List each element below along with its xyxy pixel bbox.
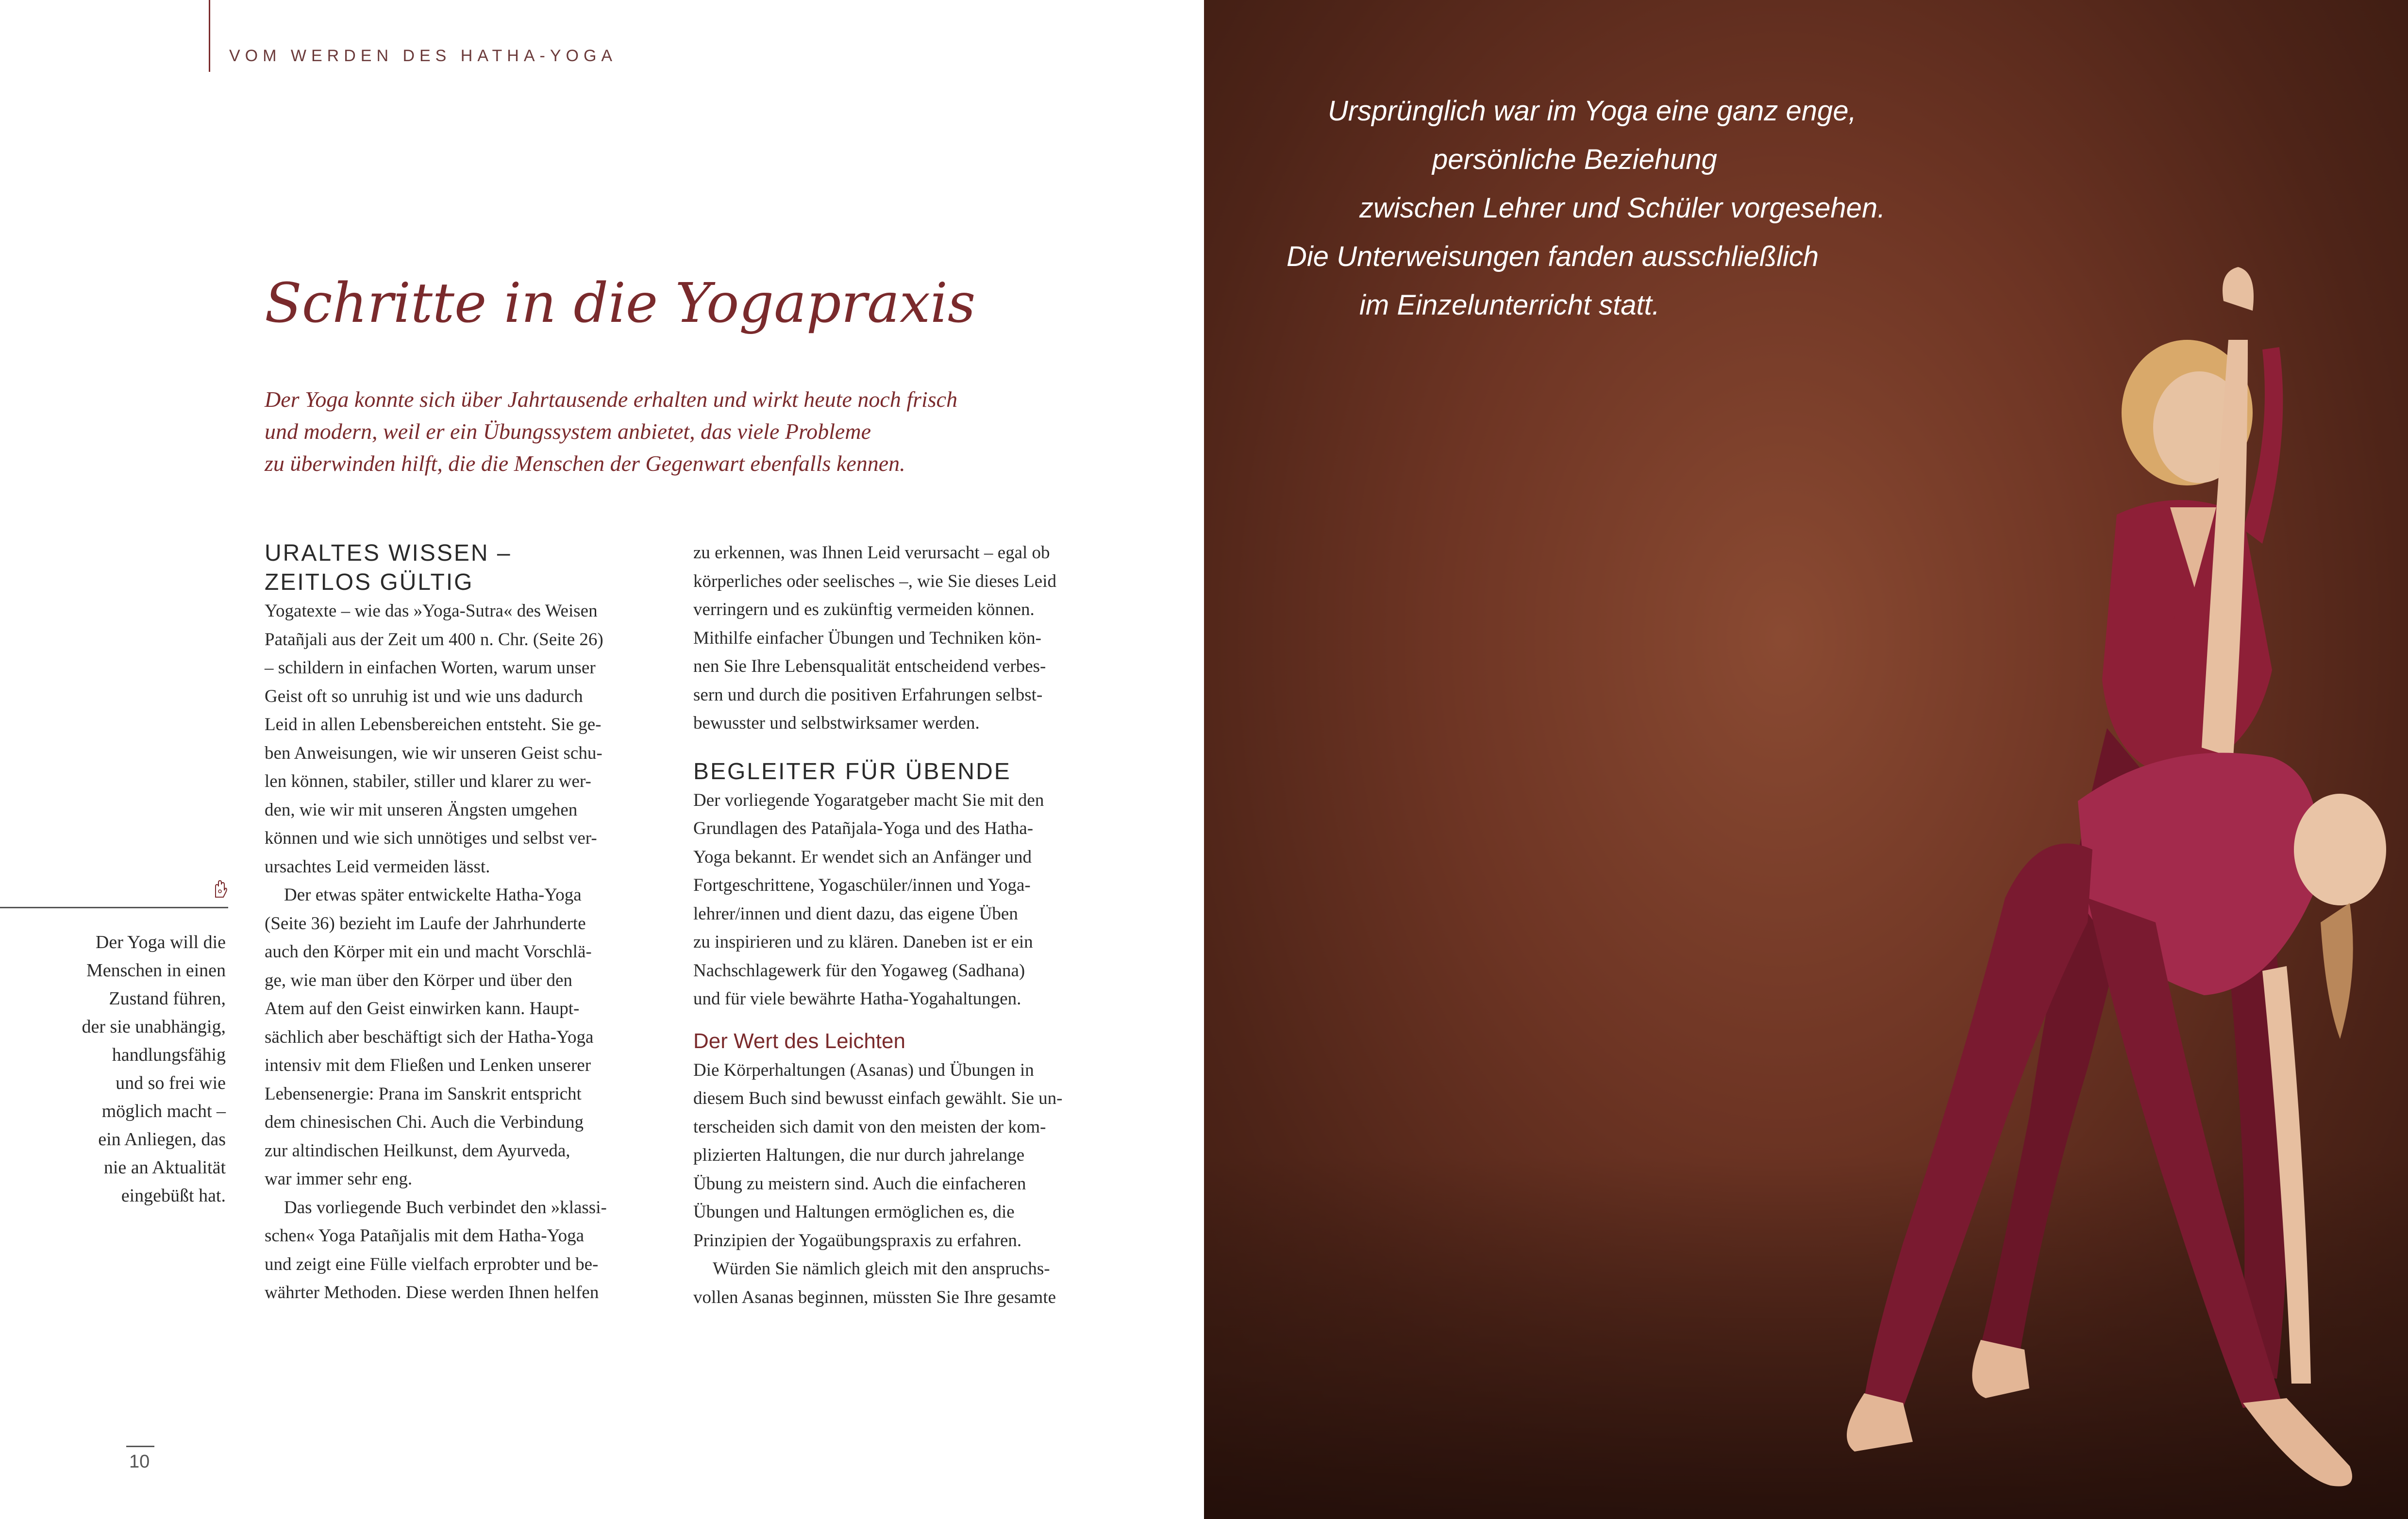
text-line: auch den Körper mit ein und macht Vorschlä- [265,942,592,962]
text-line: Übungen und Haltungen ermöglichen es, die [693,1202,1015,1222]
text-line: lehrer/innen und dient dazu, das eigene Üben [693,903,1018,924]
text-column-2 [693,539,1062,1312]
quote-line: und so frei wie [116,1073,226,1093]
pull-quote-line: persönliche Beziehung [1432,144,1717,175]
intro-line: und modern, weil er ein Übungssystem anbietet, das viele Probleme [265,419,871,444]
text-line: Mithilfe einfacher Übungen und Techniken kön- [693,628,1041,648]
text-line: Nachschlagewerk für den Yogaweg (Sadhana) [693,960,1025,981]
paragraph [265,881,634,1194]
text-line: Leid in allen Lebensbereichen entsteht. Sie ge- [265,715,602,734]
quote-line: Menschen in einen [86,960,226,981]
paragraph [693,539,1062,738]
text-line: Der vorliegende Yogaratgeber macht Sie mit den [693,790,1044,810]
text-line: intensiv mit dem Fließen und Lenken unserer [265,1055,591,1075]
margin-rule [0,907,228,908]
pull-quote-line: im Einzelunterricht statt. [1359,289,1660,321]
intro-paragraph [265,384,1041,480]
text-line: zur altindischen Heilkunst, dem Ayurveda, [265,1140,570,1161]
paragraph [265,1194,634,1307]
header-rule [209,0,210,72]
text-line: währter Methoden. Diese werden Ihnen helfen [265,1283,599,1302]
text-line: bewusster und selbstwirksamer werden. [693,713,980,733]
text-line: zu erkennen, was Ihnen Leid verursacht – egal ob [693,543,1050,563]
text-line: und für viele bewährte Hatha-Yogahaltungen. [693,989,1021,1009]
subheading: Der Wert des Leichten [693,1029,905,1053]
text-line: Das vorliegende Buch verbindet den »klassi- [284,1197,607,1218]
paragraph [693,1255,1062,1312]
text-line: Die Körperhaltungen (Asanas) und Übungen in [693,1060,1034,1080]
quote-line: handlungsfähig [112,1045,226,1065]
text-line: ursachtes Leid vermeiden lässt. [265,856,490,877]
text-line: können und wie sich unnötiges und selbst ver- [265,828,597,848]
intro-line: zu überwinden hilft, die die Menschen der Gegenwart ebenfalls kennen. [265,451,905,476]
text-line: war immer sehr eng. [265,1169,413,1189]
text-line: Yoga bekannt. Er wendet sich an Anfänger und [693,847,1032,867]
hand-icon [211,876,228,901]
quote-line: Der Yoga will die [95,932,226,952]
pull-quote-line: zwischen Lehrer und Schüler vorgesehen. [1359,192,1886,224]
pull-quote-line: Ursprünglich war im Yoga eine ganz enge, [1328,95,1856,127]
text-line: Atem auf den Geist einwirken kann. Haupt- [265,999,580,1018]
text-line: len können, stabiler, stiller und klarer zu wer- [265,771,591,791]
spacer [693,738,1062,757]
student-figure [1847,267,2386,1486]
pull-quote-line: Die Unterweisungen fanden ausschließlich [1287,241,1819,272]
text-line: Übung zu meistern sind. Auch die einfacheren [693,1173,1026,1194]
section-heading: BEGLEITER FÜR ÜBENDE [693,758,1011,785]
text-line: ge, wie man über den Körper und über den [265,970,572,990]
text-line: diesem Buch sind bewusst einfach gewählt. Sie un- [693,1088,1063,1108]
paragraph [265,597,634,881]
chapter-title: Schritte in die Yogapraxis [265,272,976,335]
text-line: Patañjali aus der Zeit um 400 n. Chr. (Seite 26) [265,629,603,650]
quote-line: möglich macht – [101,1101,226,1121]
photo-page [1204,0,2408,1519]
text-line: Geist oft so unruhig ist und wie uns dadurch [265,686,583,706]
text-line: verringern und es zukünftig vermeiden können. [693,600,1035,619]
text-line: Grundlagen des Patañjala-Yoga und des Hatha- [693,818,1034,838]
quote-line: Zustand führen, [109,988,226,1009]
quote-line: der sie unabhängig, [82,1017,226,1037]
section-heading: ZEITLOS GÜLTIG [265,569,474,595]
text-line: schen« Yoga Patañjalis mit dem Hatha-Yoga [265,1226,585,1246]
text-line: den, wie wir mit unseren Ängsten umgehen [265,800,578,820]
text-line: plizierten Haltungen, die nur durch jahrelange [693,1145,1025,1165]
text-line: – schildern in einfachen Worten, warum unser [265,658,596,678]
paragraph [693,1056,1062,1255]
text-line: Würden Sie nämlich gleich mit den anspruchs- [713,1259,1050,1279]
yoga-photo-illustration [1204,0,2408,1519]
quote-line: eingebüßt hat. [121,1185,226,1206]
text-line: dem chinesischen Chi. Auch die Verbindung [265,1112,584,1132]
text-line: Fortgeschrittene, Yogaschüler/innen und Yoga- [693,875,1031,895]
quote-line: ein Anliegen, das [98,1129,226,1150]
text-line: (Seite 36) bezieht im Laufe der Jahrhunderte [265,913,586,934]
quote-line: nie an Aktualität [103,1157,226,1178]
paragraph [693,786,1062,1014]
text-line: ben Anweisungen, wie wir unseren Geist schu- [265,743,602,763]
text-line: Yogatexte – wie das »Yoga-Sutra« des Weisen [265,601,598,621]
text-line: körperliches oder seelisches –, wie Sie dieses Leid [693,571,1056,591]
text-column-1 [265,539,634,1307]
text-line: Prinzipien der Yogaübungspraxis zu erfahren. [693,1230,1022,1251]
margin-quote [2,928,226,1210]
text-line: sächlich aber beschäftigt sich der Hatha-Yoga [265,1027,594,1047]
text-line: zu inspirieren und zu klären. Daneben ist er ein [693,932,1033,952]
text-line: vollen Asanas beginnen, müssten Sie Ihre gesamte [693,1287,1056,1307]
folio-rule [126,1446,154,1447]
text-line: Der etwas später entwickelte Hatha-Yoga [284,885,582,905]
text-line: Lebensenergie: Prana im Sanskrit entspricht [265,1084,582,1104]
text-line: nen Sie Ihre Lebensqualität entscheidend verbes- [693,656,1046,676]
text-line: und zeigt eine Fülle vielfach erprobter und be- [265,1254,599,1274]
text-line: sern und durch die positiven Erfahrungen selbst- [693,684,1043,705]
text-line: terscheiden sich damit von den meisten der kom- [693,1117,1046,1137]
page-number: 10 [129,1452,150,1472]
running-head: VOM WERDEN DES HATHA-YOGA [229,47,618,65]
intro-line: Der Yoga konnte sich über Jahrtausende erhalten und wirkt heute noch frisch [265,387,958,412]
section-heading: URALTES WISSEN – [265,540,512,566]
